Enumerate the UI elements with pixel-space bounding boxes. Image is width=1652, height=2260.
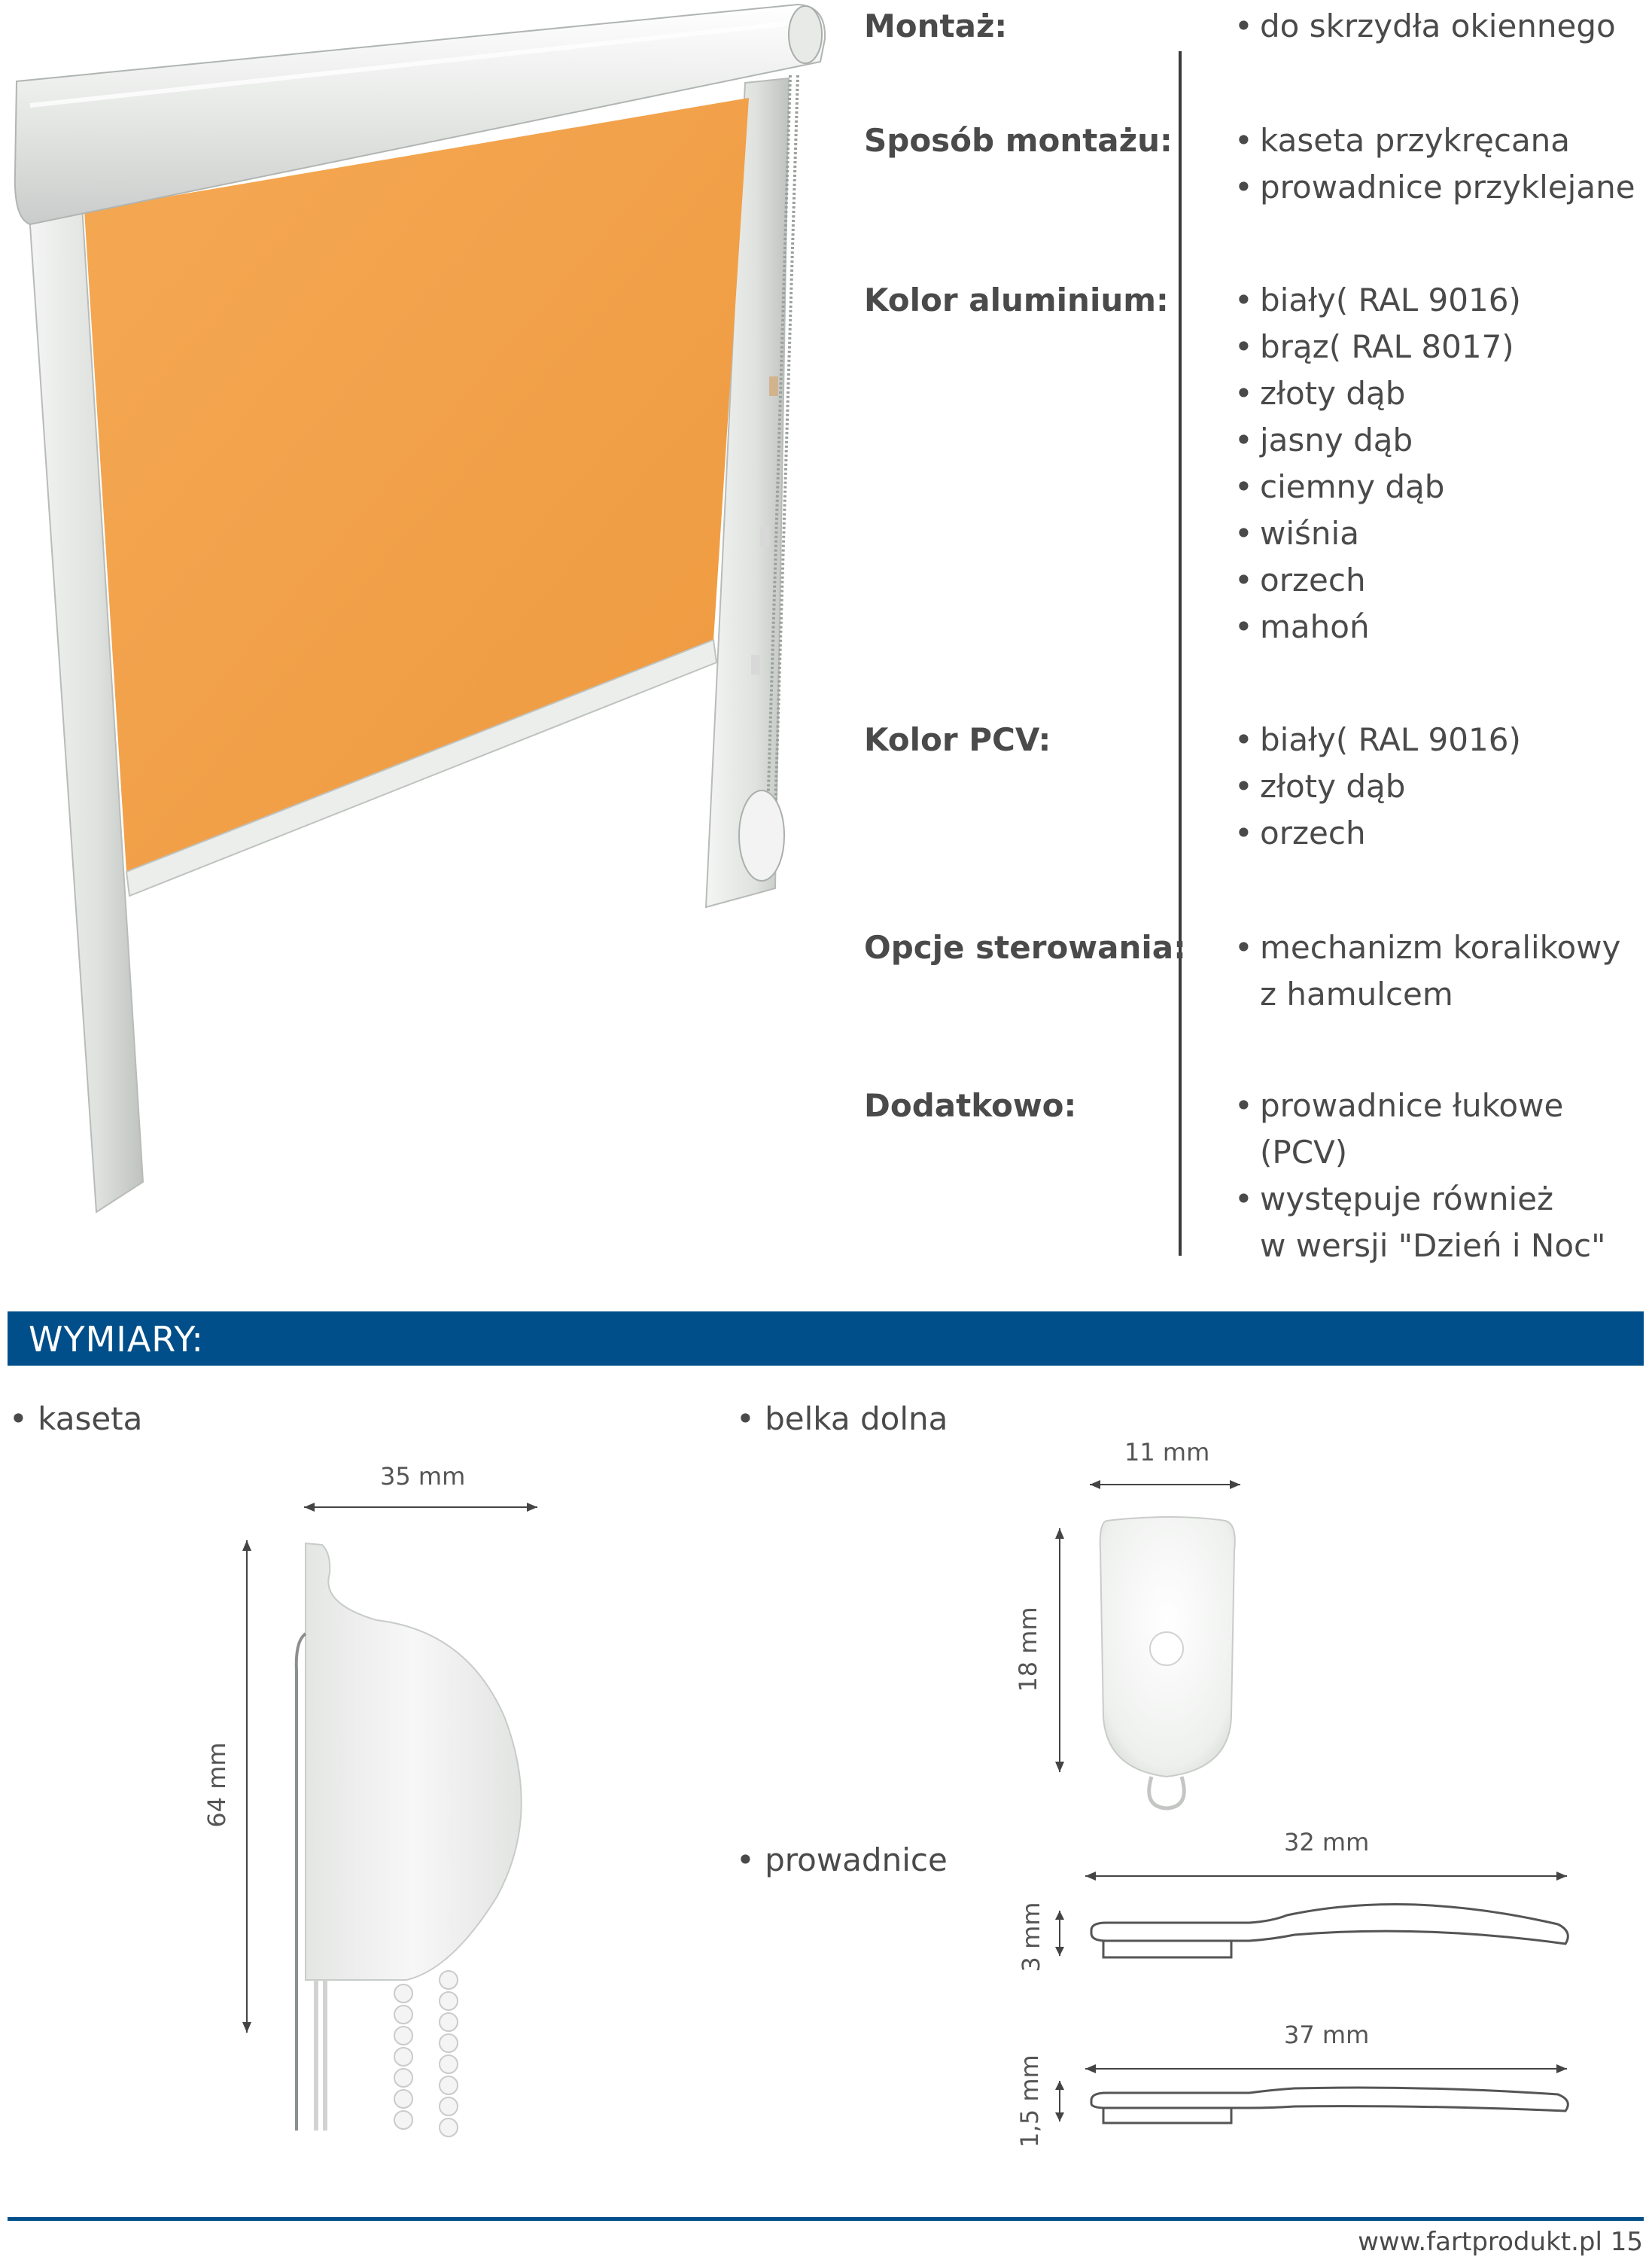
- dim-label-belka-height: 18 mm: [1014, 1607, 1042, 1692]
- list-item: • do skrzydła okiennego: [1234, 8, 1616, 44]
- section-header-wymiary: [8, 1311, 1644, 1366]
- list-item: • prowadnice przyklejane: [1234, 169, 1635, 206]
- spec-label-kolor-aluminium: Kolor aluminium:: [864, 282, 1169, 318]
- dim-label-prowadnice-2-height: 1,5 mm: [1015, 2054, 1044, 2148]
- footer-divider: [8, 2217, 1644, 2221]
- spec-label-opcje-sterowania: Opcje sterowania:: [864, 929, 1186, 966]
- spec-label-montaz: Montaż:: [864, 8, 1008, 44]
- list-item: • orzech: [1234, 815, 1366, 851]
- spec-divider: [1179, 51, 1182, 1256]
- dim-label-prowadnice-1-height: 3 mm: [1017, 1902, 1045, 1972]
- list-item: (PCV): [1260, 1134, 1348, 1171]
- list-item: • mahoń: [1234, 608, 1370, 645]
- list-item: w wersji "Dzień i Noc": [1260, 1227, 1606, 1264]
- list-item: • wiśnia: [1234, 515, 1359, 552]
- spec-list-kolor-pcv: [1234, 717, 1521, 857]
- bottom-bar-profile-drawing: [1046, 1468, 1257, 1822]
- spec-list-montaz: [1234, 3, 1616, 50]
- roller-blind-illustration: [0, 0, 835, 1235]
- section-title: WYMIARY:: [29, 1319, 204, 1360]
- list-item: • biały( RAL 9016): [1234, 282, 1521, 318]
- list-item: • mechanizm koralikowy: [1234, 929, 1621, 966]
- spec-list-sposob: [1234, 117, 1635, 211]
- spec-label-dodatkowo: Dodatkowo:: [864, 1087, 1077, 1124]
- spec-label-sposob: Sposób montażu:: [864, 122, 1173, 159]
- list-item: • biały( RAL 9016): [1234, 721, 1521, 758]
- list-item: • złoty dąb: [1234, 768, 1406, 805]
- list-item: • jasny dąb: [1234, 422, 1413, 458]
- footer-url: www.fartprodukt.pl 15: [1358, 2227, 1643, 2257]
- guide-rail-profiles-drawing: [1046, 1859, 1581, 2146]
- blind-fabric: [84, 98, 749, 872]
- list-item: • ciemny dąb: [1234, 468, 1445, 505]
- dim-label-kaseta-width: 35 mm: [380, 1462, 466, 1491]
- list-item: • orzech: [1234, 562, 1366, 599]
- dim-label-belka-width: 11 mm: [1124, 1438, 1210, 1467]
- spec-list-kolor-aluminium: [1234, 277, 1521, 650]
- dim-label-prowadnice-1-width: 32 mm: [1284, 1828, 1370, 1856]
- chain-weight: [739, 790, 784, 881]
- list-item: • prowadnice łukowe: [1234, 1087, 1564, 1124]
- spec-list-opcje-sterowania: [1234, 924, 1620, 1018]
- spec-label-kolor-pcv: Kolor PCV:: [864, 721, 1051, 758]
- dim-heading-belka-dolna: • belka dolna: [736, 1400, 948, 1437]
- list-item: • brąz( RAL 8017): [1234, 328, 1514, 365]
- list-item: z hamulcem: [1260, 976, 1453, 1013]
- spec-list-dodatkowo: [1234, 1083, 1605, 1269]
- dim-heading-prowadnice: • prowadnice: [736, 1841, 948, 1878]
- cassette-profile-drawing: [226, 1491, 572, 2138]
- dim-label-prowadnice-2-width: 37 mm: [1284, 2021, 1370, 2049]
- list-item: • występuje również: [1234, 1180, 1554, 1217]
- dim-label-kaseta-height: 64 mm: [202, 1742, 231, 1828]
- list-item: • kaseta przykręcana: [1234, 122, 1571, 159]
- list-item: • złoty dąb: [1234, 375, 1406, 412]
- dim-heading-kaseta: • kaseta: [9, 1400, 143, 1437]
